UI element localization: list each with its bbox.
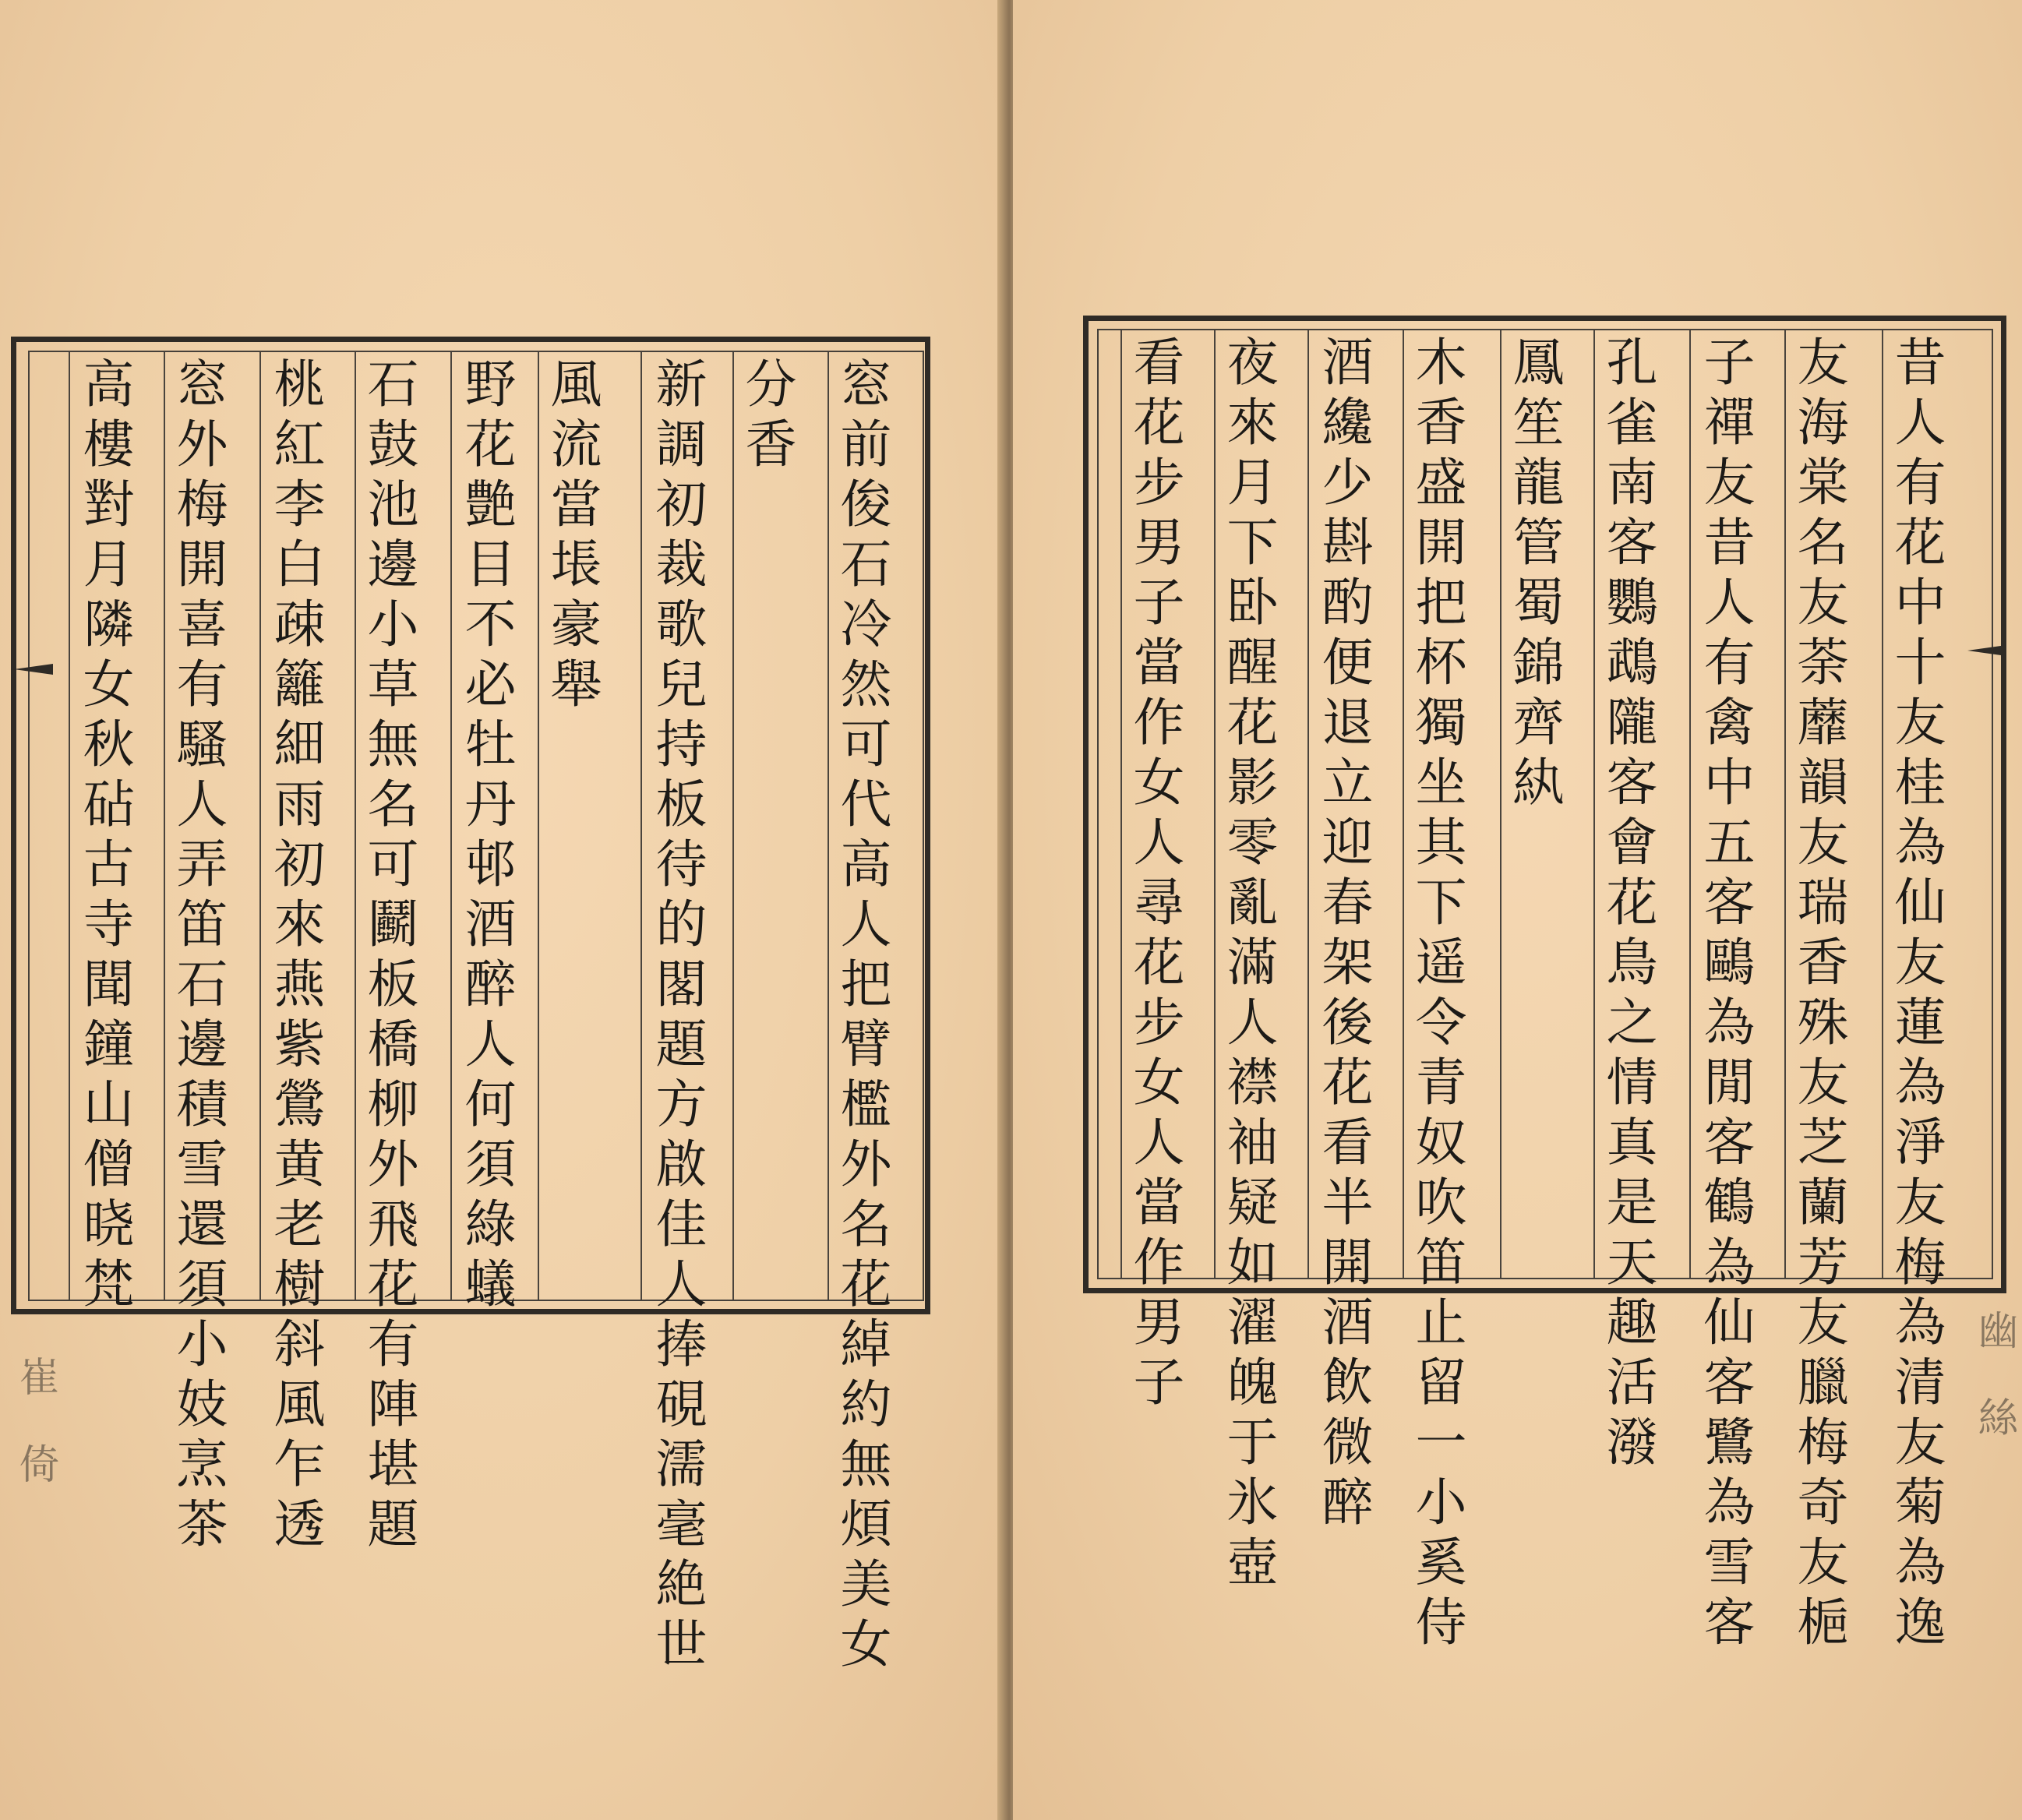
right-column-rule <box>1689 330 1691 1278</box>
left-column-rule <box>259 352 261 1300</box>
left-column-rule <box>450 352 452 1300</box>
right-column-5: 鳳笙龍管蜀錦齊紈 <box>1504 335 1564 815</box>
left-column-6: 石鼓池邊小草無名可鬬板橋柳外飛花有陣堪題 <box>358 357 418 1557</box>
right-edge-text: 幽 絲 <box>1971 1309 2017 1437</box>
right-column-1: 昔人有花中十友桂為仙友蓮為淨友梅為清友菊為逸 <box>1886 335 1946 1655</box>
left-column-rule <box>640 352 642 1300</box>
left-column-rule <box>355 352 356 1300</box>
left-column-2: 分香 <box>736 357 796 477</box>
left-column-4: 風流當㙊豪舉 <box>542 357 602 717</box>
right-column-2: 友海棠名友荼蘼韻友瑞香殊友芝蘭芳友臘梅奇友梔 <box>1788 335 1848 1655</box>
right-column-4: 孔雀南客鸚鵡隴客會花鳥之情真是天趣活潑 <box>1597 335 1657 1475</box>
left-column-5: 野花艶目不必牡丹邨酒醉人何須綠蟻 <box>456 357 516 1317</box>
left-column-1: 窓前俊石冷然可代高人把臂檻外名花綽約無煩美女 <box>831 357 891 1677</box>
left-column-9: 高樓對月隣女秋砧古寺聞鐘山僧晓梵 <box>74 357 134 1317</box>
right-column-rule <box>1784 330 1786 1278</box>
right-column-rule <box>1500 330 1502 1278</box>
left-column-rule <box>732 352 734 1300</box>
left-column-rule <box>164 352 165 1300</box>
right-column-7: 酒纔少斟酌便退立迎春架後花看半開酒飲微醉 <box>1313 335 1373 1535</box>
left-column-rule <box>538 352 539 1300</box>
left-column-8: 窓外梅開喜有騷人弄笛石邊積雪還須小妓烹茶 <box>168 357 228 1557</box>
right-column-8: 夜來月下卧醒花影零亂滿人襟袖疑如濯魄于氷壺 <box>1218 335 1278 1595</box>
right-column-rule <box>1403 330 1404 1278</box>
left-column-7: 桃紅李白疎籬細雨初來燕紫鶯黄老樹斜風乍透 <box>265 357 325 1557</box>
right-column-6: 木香盛開把杯獨坐其下遥令青奴吹笛止留一小奚侍 <box>1406 335 1466 1655</box>
left-page <box>0 0 1005 1820</box>
right-column-9: 看花步男子當作女人尋花步女人當作男子 <box>1124 335 1184 1415</box>
left-column-3: 新調初裁歌兒持板待的閣題方啟佳人捧硯濡毫絶世 <box>647 357 707 1677</box>
right-column-rule <box>1593 330 1595 1278</box>
right-column-3: 子禪友昔人有禽中五客鷗為閒客鶴為仙客鷺為雪客 <box>1695 335 1755 1655</box>
left-column-rule <box>828 352 829 1300</box>
right-column-rule <box>1214 330 1216 1278</box>
right-column-rule <box>1307 330 1309 1278</box>
right-column-rule <box>1120 330 1122 1278</box>
left-column-rule <box>69 352 70 1300</box>
right-column-rule <box>1882 330 1883 1278</box>
left-edge-text: 崔 倚 <box>12 1356 58 1483</box>
right-page <box>1013 0 2022 1820</box>
